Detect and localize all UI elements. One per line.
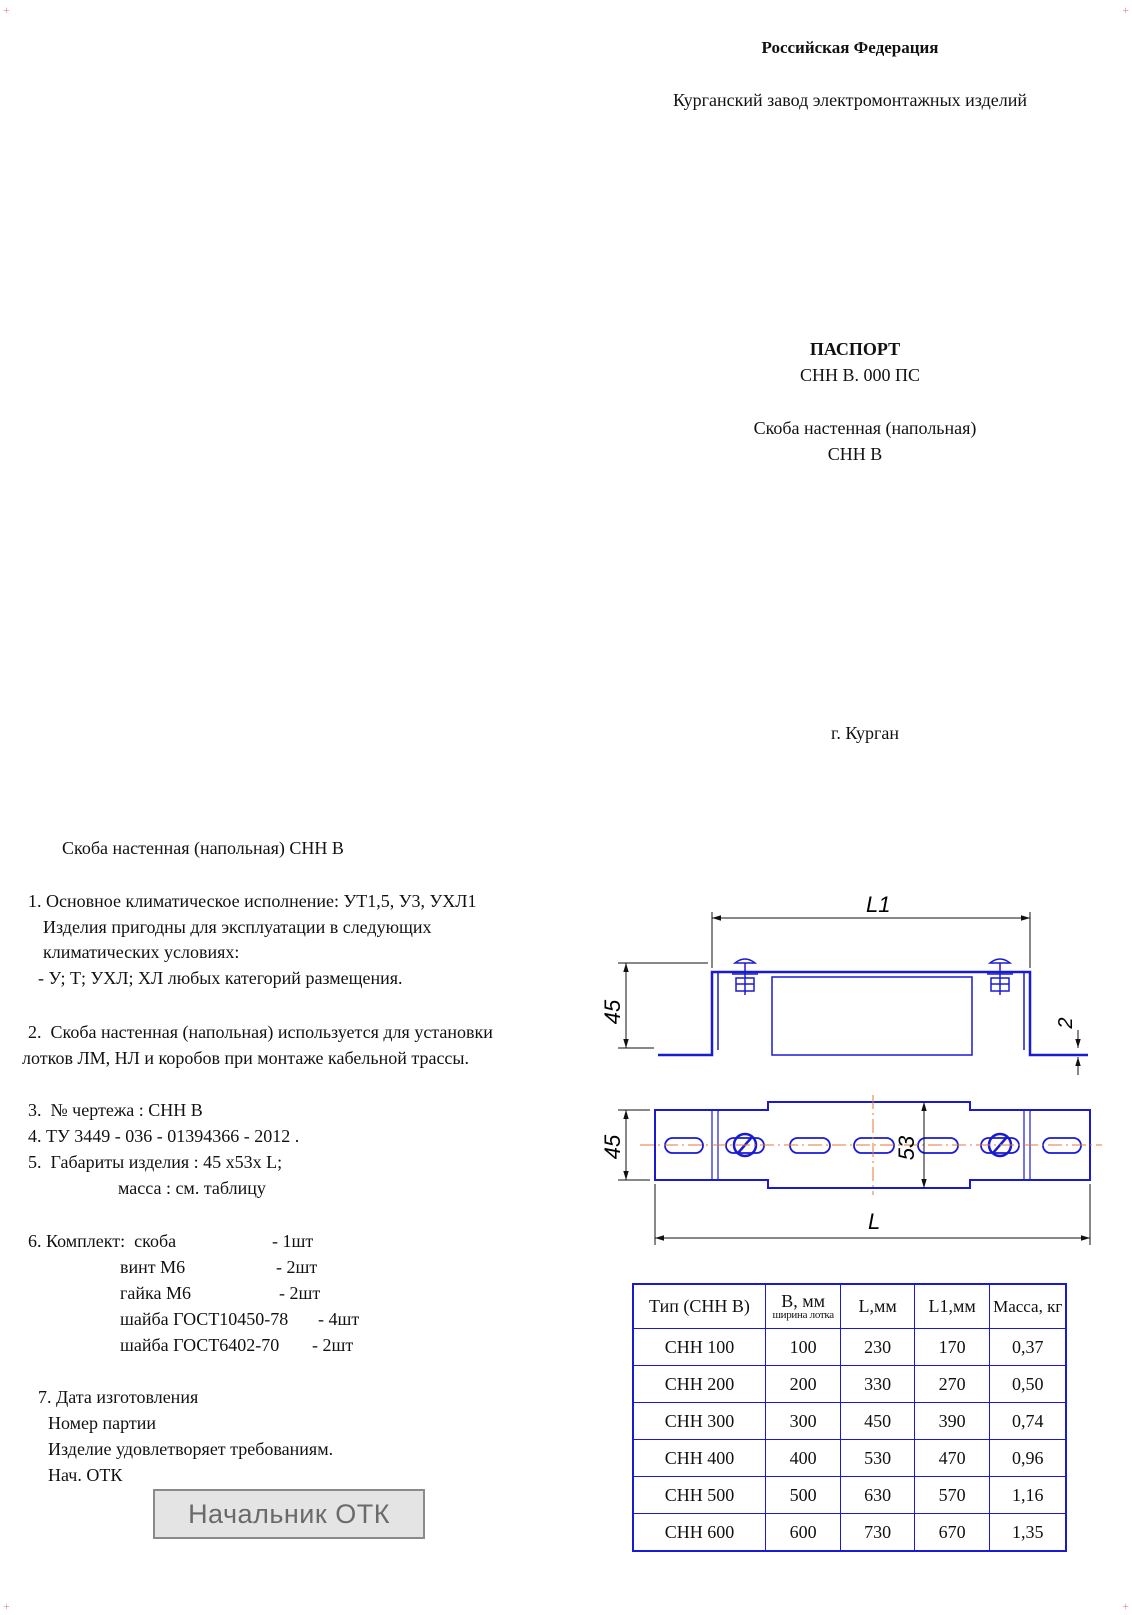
dimension-45-side-label: 45 xyxy=(600,999,625,1025)
table-row xyxy=(633,1514,1066,1552)
table-cell: 530 xyxy=(841,1440,915,1477)
document-code: СНН В. 000 ПС xyxy=(799,365,920,385)
spec-item-2-line-2: лотков ЛМ, НЛ и коробов при монтаже кабельной трассы. xyxy=(22,1048,470,1068)
table-row xyxy=(633,1366,1066,1403)
kit-qty-bracket: - 1шт xyxy=(272,1231,314,1251)
table-cell: СНН 600 xyxy=(633,1514,765,1552)
col-header-width-sub: ширина лотка xyxy=(772,1308,834,1321)
side-view xyxy=(618,912,1088,1075)
table-row xyxy=(633,1403,1066,1440)
table-cell: 570 xyxy=(914,1477,990,1514)
table-cell: СНН 400 xyxy=(633,1440,765,1477)
spec-item-3: 3. № чертежа : СНН В xyxy=(28,1100,203,1120)
table-row xyxy=(633,1329,1066,1366)
table-cell: 630 xyxy=(841,1477,915,1514)
corner-mark: + xyxy=(3,1599,10,1613)
kit-qty-washer-2: - 2шт xyxy=(312,1335,354,1355)
passport-title: ПАСПОРТ xyxy=(809,339,901,359)
kit-label: 6. Комплект: скоба xyxy=(28,1231,177,1251)
spec-item-4: 4. ТУ 3449 - 036 - 01394366 - 2012 . xyxy=(28,1126,300,1146)
kit-item-washer-1: шайба ГОСТ10450-78 xyxy=(120,1309,289,1329)
spec-item-1-line-3: климатических условиях: xyxy=(43,942,240,962)
factory-name: Курганский завод электромонтажных изделий xyxy=(673,90,1027,110)
table-cell: 0,96 xyxy=(990,1440,1066,1477)
dimension-2-label: 2 xyxy=(1055,1017,1077,1029)
table-cell: 230 xyxy=(841,1329,915,1366)
col-header-length-1: L1,мм xyxy=(914,1284,990,1329)
bolt-left xyxy=(732,959,758,995)
table-cell: 600 xyxy=(765,1514,841,1552)
table-cell: 730 xyxy=(841,1514,915,1552)
kit-qty-nut: - 2шт xyxy=(279,1283,321,1303)
table-cell: СНН 300 xyxy=(633,1403,765,1440)
spec-item-5: 5. Габариты изделия : 45 х53х L; xyxy=(28,1152,283,1172)
dimensions-table xyxy=(632,1283,1067,1552)
table-cell: СНН 200 xyxy=(633,1366,765,1403)
col-header-type: Тип (СНН В) xyxy=(633,1284,765,1329)
table-row xyxy=(633,1477,1066,1514)
kit-item-screw: винт М6 xyxy=(120,1257,186,1277)
table-cell: СНН 100 xyxy=(633,1329,765,1366)
dimension-45-top-label: 45 xyxy=(600,1134,625,1160)
table-cell: 0,74 xyxy=(990,1403,1066,1440)
table-cell: 0,50 xyxy=(990,1366,1066,1403)
table-cell: 170 xyxy=(914,1329,990,1366)
table-cell: 1,16 xyxy=(990,1477,1066,1514)
table-header-row xyxy=(633,1284,1066,1329)
batch-number-label: Номер партии xyxy=(48,1413,157,1433)
table-cell: 500 xyxy=(765,1477,841,1514)
col-header-length: L,мм xyxy=(841,1284,915,1329)
dimension-l1-label: L1 xyxy=(866,892,891,917)
table-cell: 100 xyxy=(765,1329,841,1366)
col-header-width-label: В, мм xyxy=(781,1290,826,1311)
kit-item-nut: гайка М6 xyxy=(120,1283,191,1303)
kit-qty-screw: - 2шт xyxy=(276,1257,318,1277)
spec-item-2: 2. Скоба настенная (напольная) используется для установки xyxy=(28,1022,493,1042)
bracket-back-plate xyxy=(772,977,972,1055)
table-cell: СНН 500 xyxy=(633,1477,765,1514)
table-cell: 400 xyxy=(765,1440,841,1477)
country-heading: Российская Федерация xyxy=(761,38,939,57)
corner-mark: + xyxy=(3,3,10,17)
city: г. Курган xyxy=(830,723,899,743)
product-name: Скоба настенная (напольная) xyxy=(753,418,977,438)
spec-item-1-line-2: Изделия пригодны для эксплуатации в следующих xyxy=(43,917,432,937)
col-header-mass: Масса, кг xyxy=(990,1284,1066,1329)
product-code: СНН В xyxy=(827,444,883,464)
kit-qty-washer-1: - 4шт xyxy=(318,1309,360,1329)
top-view xyxy=(618,1095,1102,1245)
col-header-width xyxy=(765,1284,841,1329)
corner-mark: + xyxy=(1122,3,1129,17)
table-cell: 1,35 xyxy=(990,1514,1066,1552)
qc-stamp: Начальник ОТК xyxy=(153,1489,425,1539)
table-cell: 0,37 xyxy=(990,1329,1066,1366)
table-cell: 470 xyxy=(914,1440,990,1477)
qc-head-label: Нач. ОТК xyxy=(48,1465,123,1485)
dimension-53-label: 53 xyxy=(894,1135,919,1161)
table-cell: 300 xyxy=(765,1403,841,1440)
kit-item-washer-2: шайба ГОСТ6402-70 xyxy=(120,1335,280,1355)
spec-item-5-line-2: масса : см. таблицу xyxy=(118,1178,266,1198)
spec-item-7: 7. Дата изготовления xyxy=(38,1387,199,1407)
table-cell: 450 xyxy=(841,1403,915,1440)
table-cell: 200 xyxy=(765,1366,841,1403)
spec-heading: Скоба настенная (напольная) СНН В xyxy=(62,838,344,858)
compliance-statement: Изделие удовлетворяет требованиям. xyxy=(48,1439,334,1459)
table-cell: 670 xyxy=(914,1514,990,1552)
dimension-l-label: L xyxy=(868,1209,881,1234)
table-cell: 270 xyxy=(914,1366,990,1403)
table-row xyxy=(633,1440,1066,1477)
bolt-right xyxy=(987,959,1013,995)
spec-item-1-line-4: - У; Т; УХЛ; ХЛ любых категорий размещения. xyxy=(38,968,403,988)
table-cell: 330 xyxy=(841,1366,915,1403)
corner-mark: + xyxy=(1122,1599,1129,1613)
spec-item-1: 1. Основное климатическое исполнение: УТ1,5, У3, УХЛ1 xyxy=(28,891,477,911)
table-cell: 390 xyxy=(914,1403,990,1440)
